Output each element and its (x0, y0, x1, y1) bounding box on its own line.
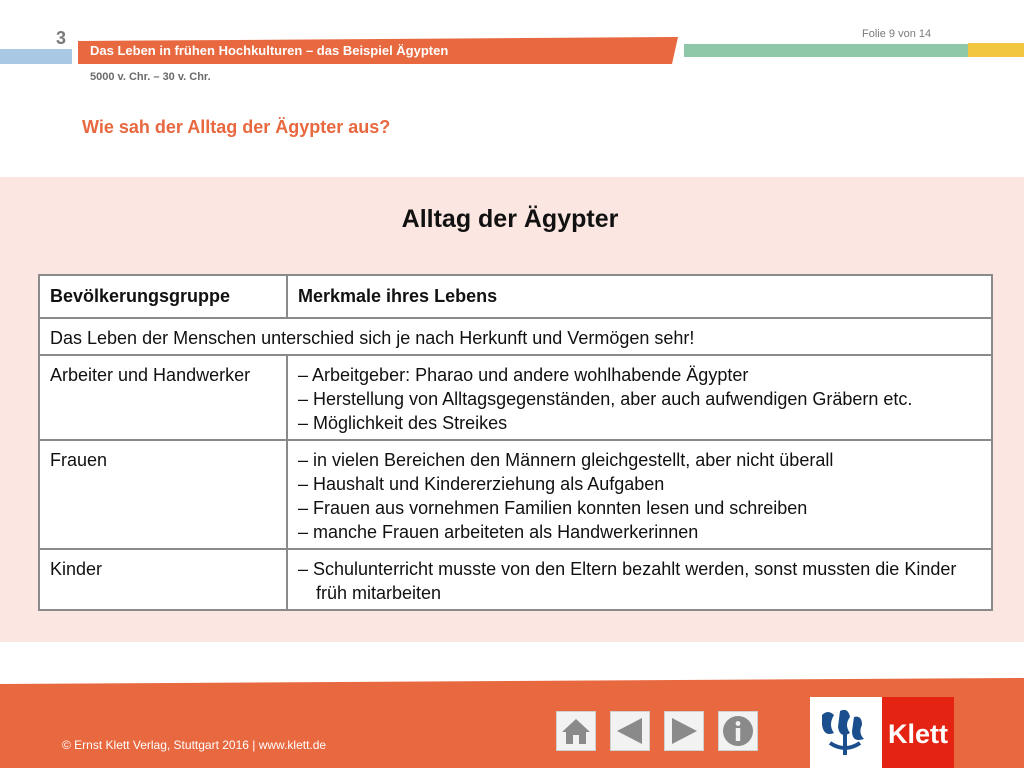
header-stripe-yellow (968, 43, 1024, 57)
table-row (39, 549, 992, 610)
traits-cell (287, 355, 992, 440)
slide-question: Wie sah der Alltag der Ägypter aus? (82, 117, 391, 137)
copyright-text: © Ernst Klett Verlag, Stuttgart 2016 | www.klett.de (62, 738, 327, 752)
slide-counter: Folie 9 von 14 (862, 28, 932, 40)
date-range: 5000 v. Chr. – 30 v. Chr. (90, 71, 211, 83)
info-button[interactable] (718, 711, 758, 751)
next-button[interactable] (664, 711, 704, 751)
klett-clover-icon (810, 697, 882, 768)
trait-line: – Frauen aus vornehmen Familien konnten lesen und schreiben (298, 498, 808, 518)
table-row (39, 440, 992, 549)
header-stripe-blue (0, 49, 72, 64)
home-icon (557, 712, 595, 750)
trait-line: – Herstellung von Alltagsgegenständen, aber auch aufwendigen Gräbern etc. (298, 389, 913, 409)
info-table (38, 274, 993, 611)
intro-cell: Das Leben der Menschen unterschied sich je nach Herkunft und Vermögen sehr! (39, 318, 992, 355)
next-icon (665, 712, 703, 750)
klett-logo-text: Klett (888, 719, 948, 749)
trait-line: – Möglichkeit des Streikes (298, 413, 508, 433)
previous-button[interactable] (610, 711, 650, 751)
trait-line: – Haushalt und Kindererziehung als Aufgaben (298, 474, 665, 494)
table-header-row (39, 275, 992, 318)
header-cell-traits: Merkmale ihres Lebens (287, 275, 992, 318)
group-cell: Arbeiter und Handwerker (39, 355, 287, 440)
table-intro-row (39, 318, 992, 355)
previous-icon (611, 712, 649, 750)
header-cell-group: Bevölkerungsgruppe (39, 275, 287, 318)
group-cell: Frauen (39, 440, 287, 549)
trait-line: – Schulunterricht musste von den Eltern bezahlt werden, sonst mussten die Kinder früh mitarbeiten (298, 559, 957, 603)
group-cell: Kinder (39, 549, 287, 610)
trait-line: – manche Frauen arbeiteten als Handwerkerinnen (298, 522, 699, 542)
table-row (39, 355, 992, 440)
trait-line: – in vielen Bereichen den Männern gleichgestellt, aber nicht überall (298, 450, 834, 470)
chapter-number: 3 (56, 28, 67, 48)
trait-line: – Arbeitgeber: Pharao und andere wohlhabende Ägypter (298, 365, 749, 385)
chapter-title: Das Leben in frühen Hochkulturen – das Beispiel Ägypten (90, 43, 449, 58)
header-stripe-green (684, 44, 1000, 57)
info-icon (719, 712, 757, 750)
traits-cell (287, 440, 992, 549)
panel-title: Alltag der Ägypter (401, 205, 619, 233)
traits-cell (287, 549, 992, 610)
home-button[interactable] (556, 711, 596, 751)
